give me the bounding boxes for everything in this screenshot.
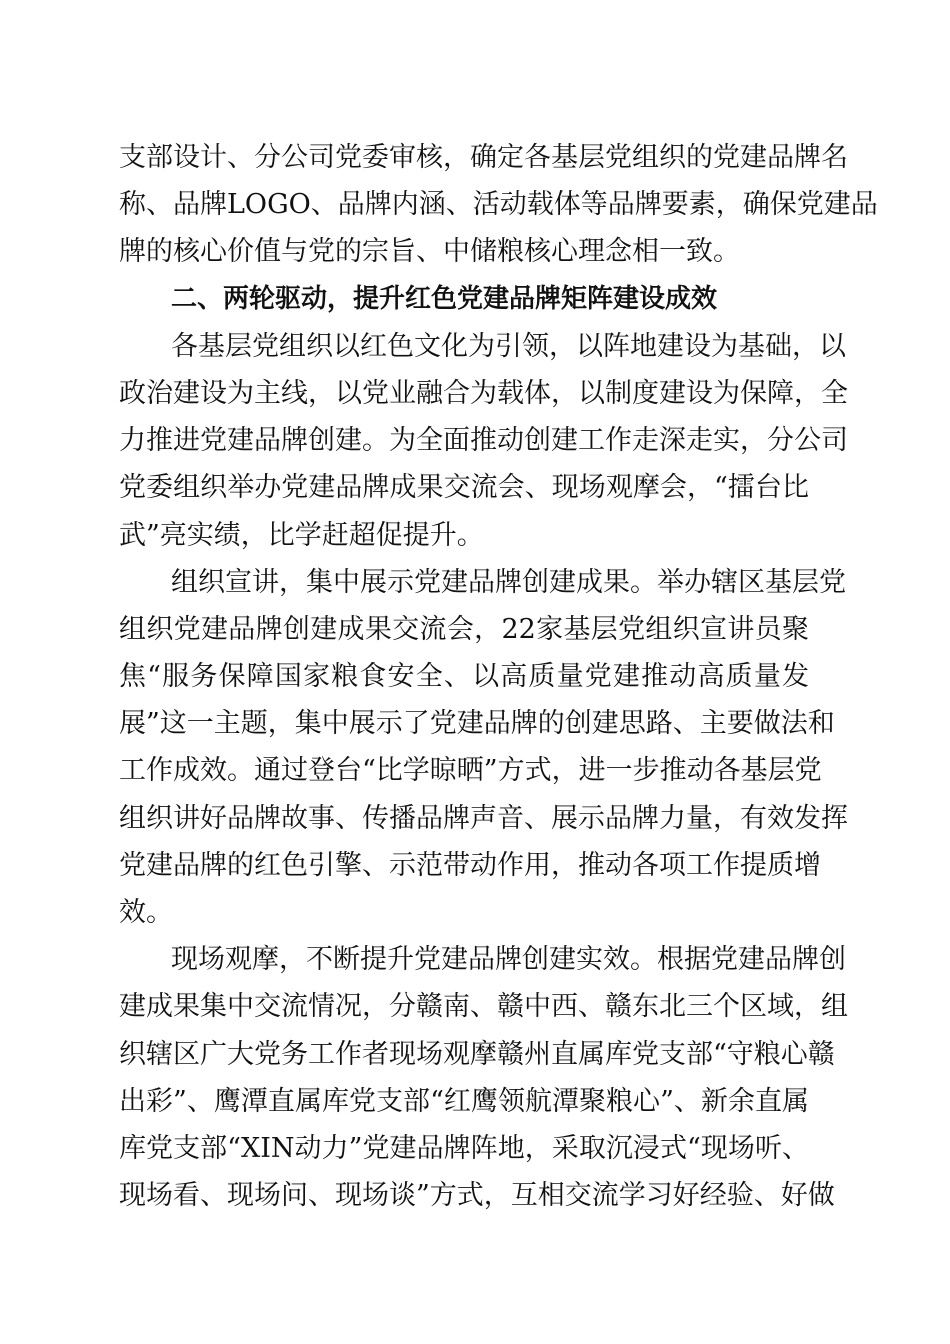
paragraph-site-observation xyxy=(119,936,848,1219)
text-line: 展”这一主题，集中展示了党建品牌的创建思路、主要做法和 xyxy=(119,708,835,740)
text-line: 工作成效。通过登台“比学晾晒”方式，进一步推动各基层党 xyxy=(119,755,822,787)
text-line: 焦“服务保障国家粮食安全、以高质量党建推动高质量发 xyxy=(119,661,809,693)
text-line: 党委组织举办党建品牌成果交流会、现场观摩会，“擂台比 xyxy=(119,472,809,504)
document-page xyxy=(119,134,878,1219)
text-line: 出彩”、鹰潭直属库党支部“红鹰领航潭聚粮心”、新余直属 xyxy=(119,1085,809,1117)
text-line: 力推进党建品牌创建。为全面推动创建工作走深走实，分公司 xyxy=(119,425,848,457)
text-line: 政治建设为主线，以党业融合为载体，以制度建设为保障，全 xyxy=(119,377,848,409)
text-line: 武”亮实绩，比学赶超促提升。 xyxy=(119,519,484,551)
text-line: 各基层党组织以红色文化为引领，以阵地建设为基础，以 xyxy=(171,330,846,362)
text-line: 牌的核心价值与党的宗旨、中储粮核心理念相一致。 xyxy=(119,236,740,268)
text-line: 织辖区广大党务工作者现场观摩赣州直属库党支部“守粮心赣 xyxy=(119,1038,835,1070)
text-line: 库党支部“XIN动力”党建品牌阵地，采取沉浸式“现场听、 xyxy=(119,1132,809,1164)
paragraph-red-culture xyxy=(119,323,848,559)
paragraph-organize-presentation xyxy=(119,559,848,937)
section-heading xyxy=(119,276,809,323)
text-line: 支部设计、分公司党委审核，确定各基层党组织的党建品牌名 xyxy=(119,142,848,173)
paragraph-brand-elements xyxy=(119,134,878,276)
text-line: 党建品牌的红色引擎、示范带动作用，推动各项工作提质增 xyxy=(119,849,821,881)
text-line: 现场观摩，不断提升党建品牌创建实效。根据党建品牌创 xyxy=(171,944,846,976)
text-line: 效。 xyxy=(119,897,173,928)
text-line: 组织党建品牌创建成果交流会，22家基层党组织宣讲员聚 xyxy=(119,613,809,645)
text-line: 现场看、现场问、现场谈”方式，互相交流学习好经验、好做 xyxy=(119,1180,835,1212)
text-line: 组织宣讲，集中展示党建品牌创建成果。举办辖区基层党 xyxy=(171,566,846,598)
heading-line: 二、两轮驱动，提升红色党建品牌矩阵建设成效 xyxy=(171,283,718,314)
text-line: 称、品牌LOGO、品牌内涵、活动载体等品牌要素，确保党建品 xyxy=(119,189,878,221)
text-line: 组织讲好品牌故事、传播品牌声音、展示品牌力量，有效发挥 xyxy=(119,802,848,834)
text-line: 建成果集中交流情况，分赣南、赣中西、赣东北三个区域，组 xyxy=(119,991,848,1023)
